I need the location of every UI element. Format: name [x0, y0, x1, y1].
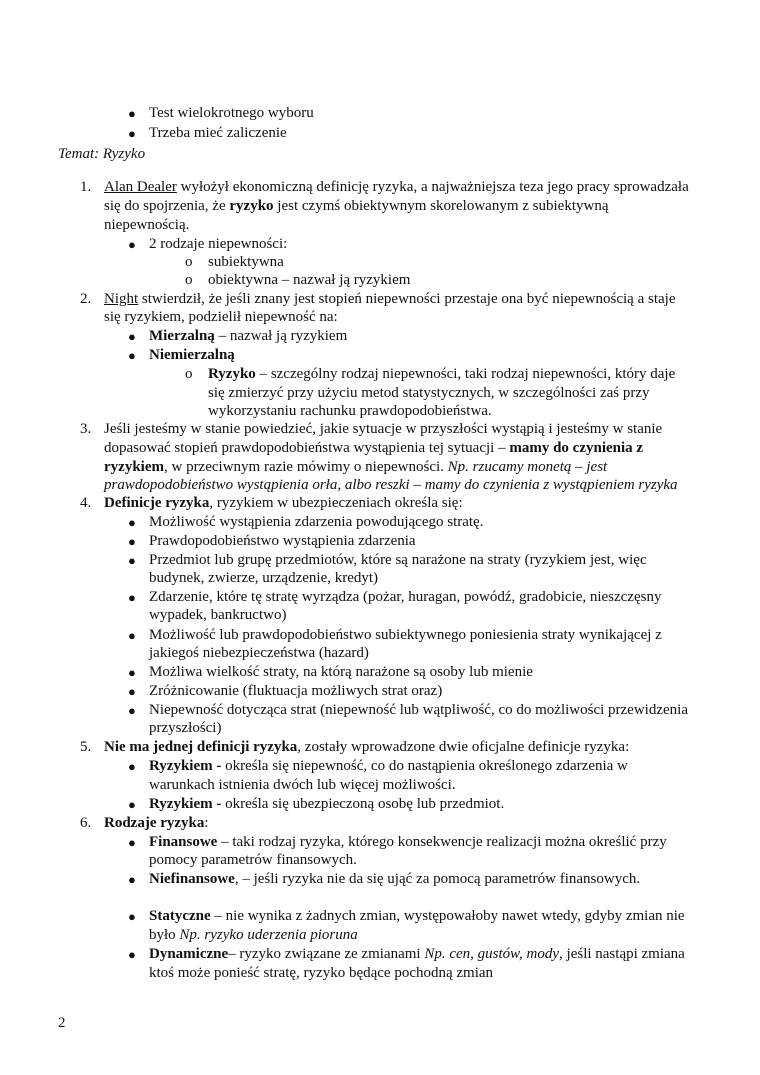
bullet-icon: ● [128, 126, 136, 141]
list-number: 3. [80, 421, 92, 437]
list-item-text: dopasować stopień prawdopodobieństwa wystąpienia tej sytuacji – mamy do czynienia z [104, 440, 644, 456]
bullet-text: jakiegoś niebezpieczeństwa (hazard) [149, 645, 369, 661]
author-name: Alan Dealer [104, 179, 177, 195]
sub-bullet-text: subiektywna [208, 254, 284, 270]
bullet-text: Możliwa wielkość straty, na którą narażone są osoby lub mienie [149, 664, 533, 680]
bullet-text: Mierzalną – nazwał ją ryzykiem [149, 328, 348, 344]
bullet-icon: ● [128, 553, 136, 568]
sub-bullet-text: Ryzyko – szczególny rodzaj niepewności, taki rodzaj niepewności, który daje [208, 366, 676, 382]
bullet-text: Ryzykiem - określa się niepewność, co do nastąpienia określonego zdarzenia w [149, 758, 628, 774]
sub-bullet-icon: o [185, 366, 193, 382]
sub-bullet-icon: o [185, 272, 193, 288]
bullet-icon: ● [128, 348, 136, 363]
bullet-text: było Np. ryzyko uderzenia pioruna [149, 927, 358, 943]
bullet-text: Finansowe – taki rodzaj ryzyka, którego konsekwencje realizacji można określić przy [149, 834, 667, 850]
author-name: Night [104, 291, 139, 307]
list-number: 5. [80, 739, 92, 755]
list-item-text: Jeśli jesteśmy w stanie powiedzieć, jakie sytuacje w przyszłości wystąpią i jesteśmy w stanie [104, 421, 663, 437]
bullet-icon: ● [128, 329, 136, 344]
bullet-text: wypadek, bankructwo) [149, 607, 287, 623]
bullet-icon: ● [128, 759, 136, 774]
sub-bullet-text: się zmierzyć przy użyciu metod statystycznych, w szczególności zaś przy [208, 385, 650, 401]
bullet-icon: ● [128, 628, 136, 643]
bullet-icon: ● [128, 237, 136, 252]
bullet-icon: ● [128, 703, 136, 718]
list-item-text: ryzykiem, w przeciwnym razie mówimy o niepewności. Np. rzucamy monetą – jest [104, 459, 608, 475]
bullet-icon: ● [128, 665, 136, 680]
bullet-icon: ● [128, 909, 136, 924]
page-number: 2 [58, 1015, 66, 1031]
bullet-text: Prawdopodobieństwo wystąpienia zdarzenia [149, 533, 416, 549]
bullet-icon: ● [128, 797, 136, 812]
bullet-text: Ryzykiem - określa się ubezpieczoną osobę lub przedmiot. [149, 796, 505, 812]
sub-bullet-icon: o [185, 254, 193, 270]
bullet-icon: ● [128, 534, 136, 549]
list-number: 1. [80, 179, 92, 195]
list-item-text: się ryzykiem, podzielił niepewność na: [104, 309, 338, 325]
bullet-text: Możliwość lub prawdopodobieństwo subiektywnego poniesienia straty wynikającej z [149, 627, 662, 643]
bullet-text: Zdarzenie, które tę stratę wyrządza (pożar, huragan, powódź, gradobicie, nieszczęsny [149, 589, 662, 605]
list-number: 6. [80, 815, 92, 831]
bullet-text: przyszłości) [149, 720, 222, 736]
bullet-icon: ● [128, 684, 136, 699]
bullet-text: Niefinansowe, – jeśli ryzyka nie da się ująć za pomocą parametrów finansowych. [149, 871, 641, 887]
bullet-text: Możliwość wystąpienia zdarzenia powodującego stratę. [149, 514, 484, 530]
bullet-icon: ● [128, 835, 136, 850]
list-item-text: Night stwierdził, że jeśli znany jest stopień niepewności przestaje ona być niepewnością a staje [104, 291, 676, 307]
list-item-text: niepewnością. [104, 217, 190, 233]
list-number: 4. [80, 495, 92, 511]
intro-bullet: Trzeba mieć zaliczenie [149, 125, 287, 141]
bullet-icon: ● [128, 872, 136, 887]
bullet-text: Przedmiot lub grupę przedmiotów, które są narażone na straty (ryzykiem jest, więc [149, 552, 647, 568]
bullet-text: Zróżnicowanie (fluktuacja możliwych strat oraz) [149, 683, 443, 699]
bullet-text: Niemierzalną [149, 347, 235, 363]
list-item-text: Nie ma jednej definicji ryzyka, zostały wprowadzone dwie oficjalne definicje ryzyka: [104, 739, 630, 755]
topic-heading: Temat: Ryzyko [58, 146, 146, 162]
bullet-icon: ● [128, 947, 136, 962]
bullet-icon: ● [128, 515, 136, 530]
list-item-text: się do spojrzenia, że ryzyko jest czymś obiektywnym skorelowanym z subiektywną [104, 198, 609, 214]
bullet-text: 2 rodzaje niepewności: [149, 236, 288, 252]
intro-bullet: Test wielokrotnego wyboru [149, 105, 314, 121]
bullet-text: warunkach istnienia dwóch lub więcej możliwości. [149, 777, 456, 793]
list-item-text: Definicje ryzyka, ryzykiem w ubezpieczeniach określa się: [104, 495, 463, 511]
sub-bullet-text: wykorzystaniu rachunku prawdopodobieństwa. [208, 403, 492, 419]
sub-bullet-text: obiektywna – nazwał ją ryzykiem [208, 272, 411, 288]
list-item-text: prawdopodobieństwo wystąpienia orła, albo reszki – mamy do czynienia z wystąpieniem ryzyka [104, 477, 678, 493]
bullet-text: Dynamiczne– ryzyko związane ze zmianami Np. cen, gustów, mody, jeśli nastąpi zmiana [149, 946, 685, 962]
bullet-text: Niepewność dotycząca strat (niepewność lub wątpliwość, co do możliwości przewidzenia [149, 702, 688, 718]
bullet-text: Statyczne – nie wynika z żadnych zmian, występowałoby nawet wtedy, gdyby zmian nie [149, 908, 685, 924]
bullet-text: ktoś może ponieść stratę, ryzyko będące pochodną zmian [149, 965, 494, 981]
list-item-text: Rodzaje ryzyka: [104, 815, 209, 831]
bullet-icon: ● [128, 106, 136, 121]
list-number: 2. [80, 291, 92, 307]
bullet-text: pomocy parametrów finansowych. [149, 852, 357, 868]
bullet-text: budynek, zwierze, urządzenie, kredyt) [149, 570, 379, 586]
bullet-icon: ● [128, 590, 136, 605]
list-item-text: Alan Dealer wyłożył ekonomiczną definicję ryzyka, a najważniejsza teza jego pracy sprowadzała [104, 179, 689, 195]
